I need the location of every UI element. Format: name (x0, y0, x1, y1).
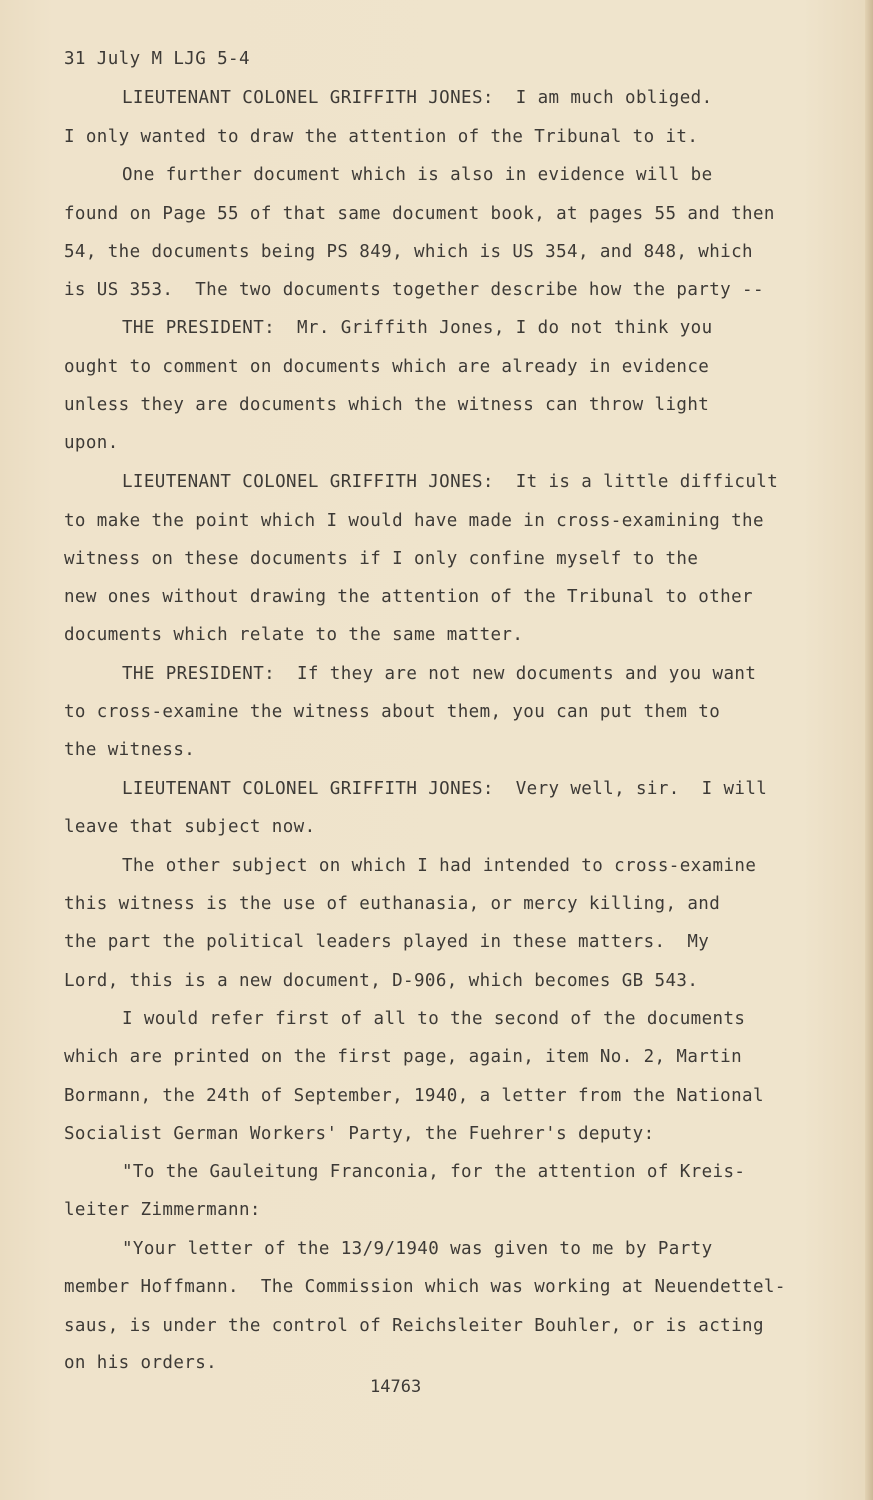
text-line: which are printed on the first page, again, item No. 2, Martin (64, 1047, 743, 1067)
text-line: The other subject on which I had intended to cross-examine (122, 856, 757, 876)
text-line: witness on these documents if I only confine myself to the (64, 549, 699, 569)
text-line: I only wanted to draw the attention of the Tribunal to it. (64, 127, 699, 147)
text-line: "To the Gauleitung Franconia, for the attention of Kreis- (122, 1162, 746, 1182)
text-line: unless they are documents which the witness can throw light (64, 395, 710, 415)
text-line: is US 353. The two documents together describe how the party -- (64, 280, 764, 300)
text-line: to make the point which I would have made in cross-examining the (64, 511, 764, 531)
text-line: THE PRESIDENT: If they are not new documents and you want (122, 664, 757, 684)
text-line: this witness is the use of euthanasia, or mercy killing, and (64, 894, 721, 914)
text-line: to cross-examine the witness about them, you can put them to (64, 702, 721, 722)
text-line: the part the political leaders played in these matters. My (64, 932, 710, 952)
text-line: upon. (64, 433, 119, 453)
text-line: "Your letter of the 13/9/1940 was given to me by Party (122, 1239, 713, 1259)
text-line: Socialist German Workers' Party, the Fuehrer's deputy: (64, 1124, 655, 1144)
page-header: 31 July M LJG 5-4 (64, 49, 250, 69)
text-line: LIEUTENANT COLONEL GRIFFITH JONES: Very well, sir. I will (122, 779, 768, 799)
text-line: new ones without drawing the attention of the Tribunal to other (64, 587, 753, 607)
text-line: saus, is under the control of Reichsleiter Bouhler, or is acting (64, 1316, 764, 1336)
text-line: Bormann, the 24th of September, 1940, a letter from the National (64, 1086, 764, 1106)
text-line: Lord, this is a new document, D-906, which becomes GB 543. (64, 971, 699, 991)
text-line: on his orders. (64, 1353, 218, 1373)
text-line: found on Page 55 of that same document book, at pages 55 and then (64, 204, 775, 224)
text-line: leiter Zimmermann: (64, 1200, 261, 1220)
text-line: 54, the documents being PS 849, which is US 354, and 848, which (64, 242, 753, 262)
text-line: I would refer first of all to the second of the documents (122, 1009, 746, 1029)
text-line: ought to comment on documents which are already in evidence (64, 357, 710, 377)
text-line: LIEUTENANT COLONEL GRIFFITH JONES: I am much obliged. (122, 88, 713, 108)
page-number: 14763 (370, 1377, 422, 1397)
text-line: member Hoffmann. The Commission which was working at Neuendettel- (64, 1277, 786, 1297)
text-line: LIEUTENANT COLONEL GRIFFITH JONES: It is a little difficult (122, 472, 779, 492)
text-line: the witness. (64, 740, 196, 760)
text-line: documents which relate to the same matter. (64, 625, 524, 645)
text-line: One further document which is also in evidence will be (122, 165, 713, 185)
text-line: leave that subject now. (64, 817, 316, 837)
text-line: THE PRESIDENT: Mr. Griffith Jones, I do not think you (122, 318, 713, 338)
